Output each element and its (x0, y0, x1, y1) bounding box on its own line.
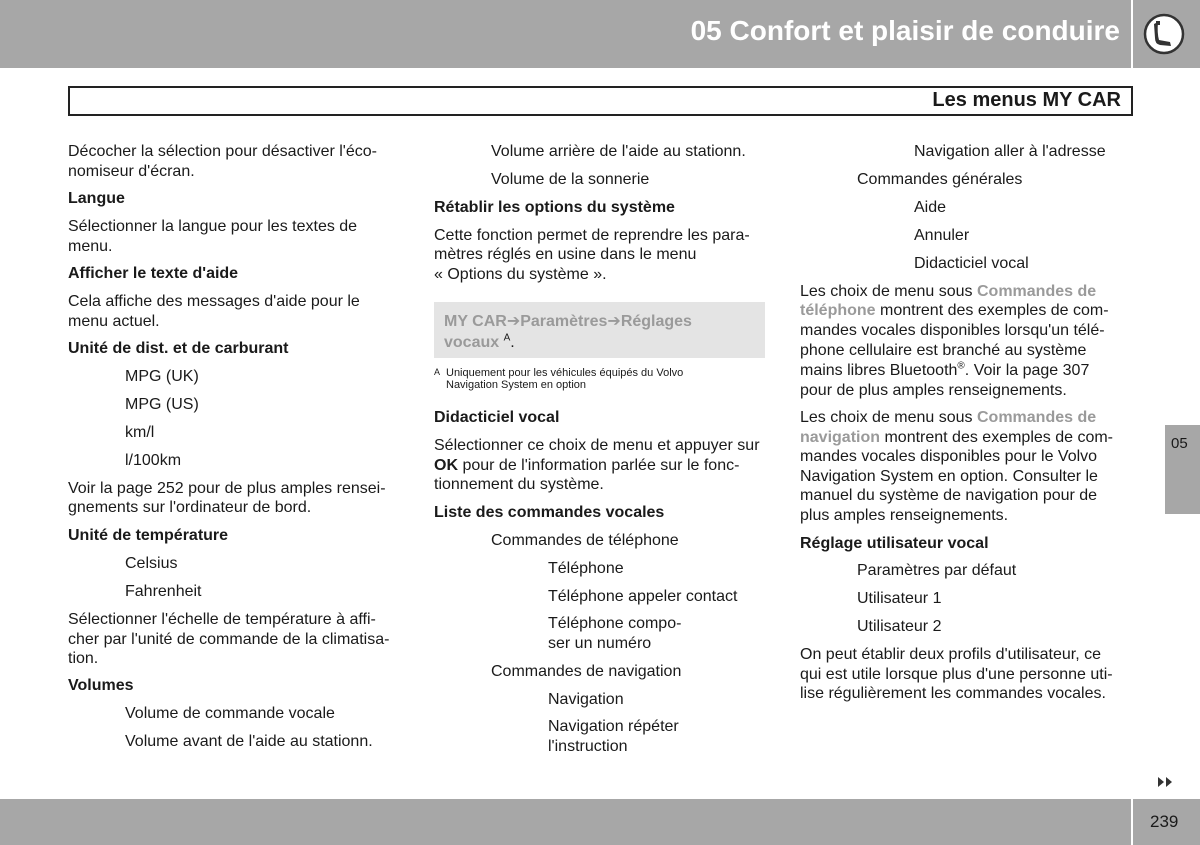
menu-path-end: . (510, 334, 515, 351)
paragraph-line: pour de plus amples renseignements. (800, 382, 1067, 399)
paragraph-line: Sélectionner ce choix de menu et appuyer sur (434, 437, 760, 454)
heading-volumes: Volumes (68, 677, 134, 694)
paragraph-line: lise régulièrement les commandes vocales. (800, 685, 1106, 702)
option-item: Fahrenheit (125, 583, 202, 600)
command-item: Téléphone compo- (548, 615, 682, 632)
menu-path (444, 311, 692, 353)
heading-liste: Liste des commandes vocales (434, 504, 665, 521)
paragraph-line: nomiseur d'écran. (68, 163, 195, 180)
option-item: Volume de la sonnerie (491, 171, 650, 188)
paragraph-line: Cette fonction permet de reprendre les para- (434, 227, 750, 244)
option-item: l/100km (125, 452, 182, 469)
heading-aide: Afficher le texte d'aide (68, 265, 239, 282)
command-item: l'instruction (548, 738, 628, 755)
paragraph-line (800, 408, 1096, 428)
paragraph-text: mains libres Bluetooth (800, 362, 958, 379)
option-item: Utilisateur 1 (857, 590, 942, 607)
paragraph-line: Cela affiche des messages d'aide pour le (68, 293, 360, 310)
menu-path-item: vocaux (444, 334, 500, 351)
menu-path-item: Réglages (620, 313, 692, 330)
paragraph-line: Voir la page 252 pour de plus amples rensei- (68, 480, 386, 497)
arrow-right-icon: ➔ (506, 313, 521, 330)
paragraph-line: Navigation System en option. Consulter le (800, 468, 1098, 485)
paragraph-line: cher par l'unité de commande de la climatisa- (68, 631, 390, 648)
option-item: Paramètres par défaut (857, 562, 1017, 579)
command-item: Aide (914, 199, 947, 216)
paragraph-line: manuel du système de navigation pour de (800, 487, 1098, 504)
paragraph-line (800, 282, 1096, 302)
paragraph-line (800, 361, 1089, 381)
menu-reference: Commandes de (977, 283, 1097, 300)
option-item: Utilisateur 2 (857, 618, 942, 635)
heading-langue: Langue (68, 190, 125, 207)
paragraph-line: tion. (68, 650, 99, 667)
menu-path-item: Paramètres (520, 313, 608, 330)
option-item: Volume de commande vocale (125, 705, 335, 722)
section-title-box (68, 86, 1133, 116)
paragraph-line: Décocher la sélection pour désactiver l'éco- (68, 143, 377, 160)
paragraph-line: plus amples renseignements. (800, 507, 1009, 524)
command-item: Téléphone (548, 560, 624, 577)
paragraph-line: menu actuel. (68, 313, 160, 330)
menu-reference: navigation (800, 429, 881, 446)
option-item: km/l (125, 424, 155, 441)
chapter-tab-label: 05 (1171, 435, 1188, 452)
command-item: Téléphone appeler contact (548, 588, 738, 605)
menu-path-box (434, 302, 765, 358)
paragraph-line: qui est utile lorsque plus d'une personne uti- (800, 666, 1113, 683)
footer-band (0, 799, 1131, 845)
footnote-text (446, 367, 683, 391)
menu-reference: Commandes de (977, 409, 1097, 426)
footnote-ref: A (503, 332, 511, 344)
page-number: 239 (1150, 812, 1179, 831)
paragraph-line: tionnement du système. (434, 476, 604, 493)
command-group: Commandes de téléphone (491, 532, 679, 549)
command-item: Annuler (914, 227, 970, 244)
section-title: Les menus MY CAR (932, 89, 1121, 111)
footnote-mark: A (434, 367, 441, 377)
menu-path-item: MY CAR (444, 313, 507, 330)
menu-reference: téléphone (800, 302, 876, 319)
paragraph-text: Les choix de menu sous (800, 283, 977, 300)
double-arrow-right-icon (1157, 776, 1175, 788)
command-group: Commandes générales (857, 171, 1023, 188)
paragraph-line: Sélectionner l'échelle de température à affi- (68, 611, 376, 628)
paragraph-line: « Options du système ». (434, 266, 607, 283)
heading-didacticiel: Didacticiel vocal (434, 409, 560, 426)
paragraph-text: montrent des exemples de com- (880, 429, 1114, 446)
paragraph-line: Sélectionner la langue pour les textes de (68, 218, 358, 235)
command-group: Commandes de navigation (491, 663, 682, 680)
paragraph-text: Les choix de menu sous (800, 409, 977, 426)
paragraph-line: mandes vocales disponibles lorsqu'un télé- (800, 322, 1105, 339)
command-item: ser un numéro (548, 635, 652, 652)
paragraph-line (800, 301, 1109, 321)
heading-reglage: Réglage utilisateur vocal (800, 535, 989, 552)
heading-retablir: Rétablir les options du système (434, 199, 675, 216)
command-item: Navigation répéter (548, 718, 679, 735)
option-item: MPG (US) (125, 396, 199, 413)
paragraph-text: montrent des exemples de com- (875, 302, 1109, 319)
option-item: Celsius (125, 555, 178, 572)
paragraph-line: mètres réglés en usine dans le menu (434, 246, 697, 263)
paragraph-line: On peut établir deux profils d'utilisateur, ce (800, 646, 1101, 663)
paragraph-line: menu. (68, 238, 113, 255)
footnote-line: Navigation System en option (446, 379, 587, 391)
heading-unite: Unité de dist. et de carburant (68, 340, 289, 357)
chapter-title: 05 Confort et plaisir de conduire (690, 15, 1120, 46)
option-item: MPG (UK) (125, 368, 199, 385)
paragraph-line (800, 428, 1113, 448)
ok-key: OK (434, 457, 458, 474)
option-item: Volume avant de l'aide au stationn. (125, 733, 373, 750)
paragraph-text: . Voir la page 307 (964, 362, 1090, 379)
command-item: Navigation aller à l'adresse (914, 143, 1106, 160)
chapter-tab (1165, 425, 1200, 514)
paragraph-line (434, 456, 739, 476)
paragraph-line: gnements sur l'ordinateur de bord. (68, 499, 312, 516)
arrow-right-icon: ➔ (607, 313, 621, 330)
option-item: Volume arrière de l'aide au stationn. (491, 143, 746, 160)
command-item: Navigation (548, 691, 624, 708)
paragraph-line: phone cellulaire est branché au système (800, 342, 1087, 359)
registered-mark: ® (957, 360, 965, 372)
heading-temperature: Unité de température (68, 527, 229, 544)
command-item: Didacticiel vocal (914, 255, 1029, 272)
footnote-line: Uniquement pour les véhicules équipés du Volvo (446, 367, 684, 379)
seat-icon (1143, 13, 1185, 55)
paragraph-line: mandes vocales disponibles pour le Volvo (800, 448, 1098, 465)
paragraph-text: pour de l'information parlée sur le fonc- (458, 457, 740, 474)
